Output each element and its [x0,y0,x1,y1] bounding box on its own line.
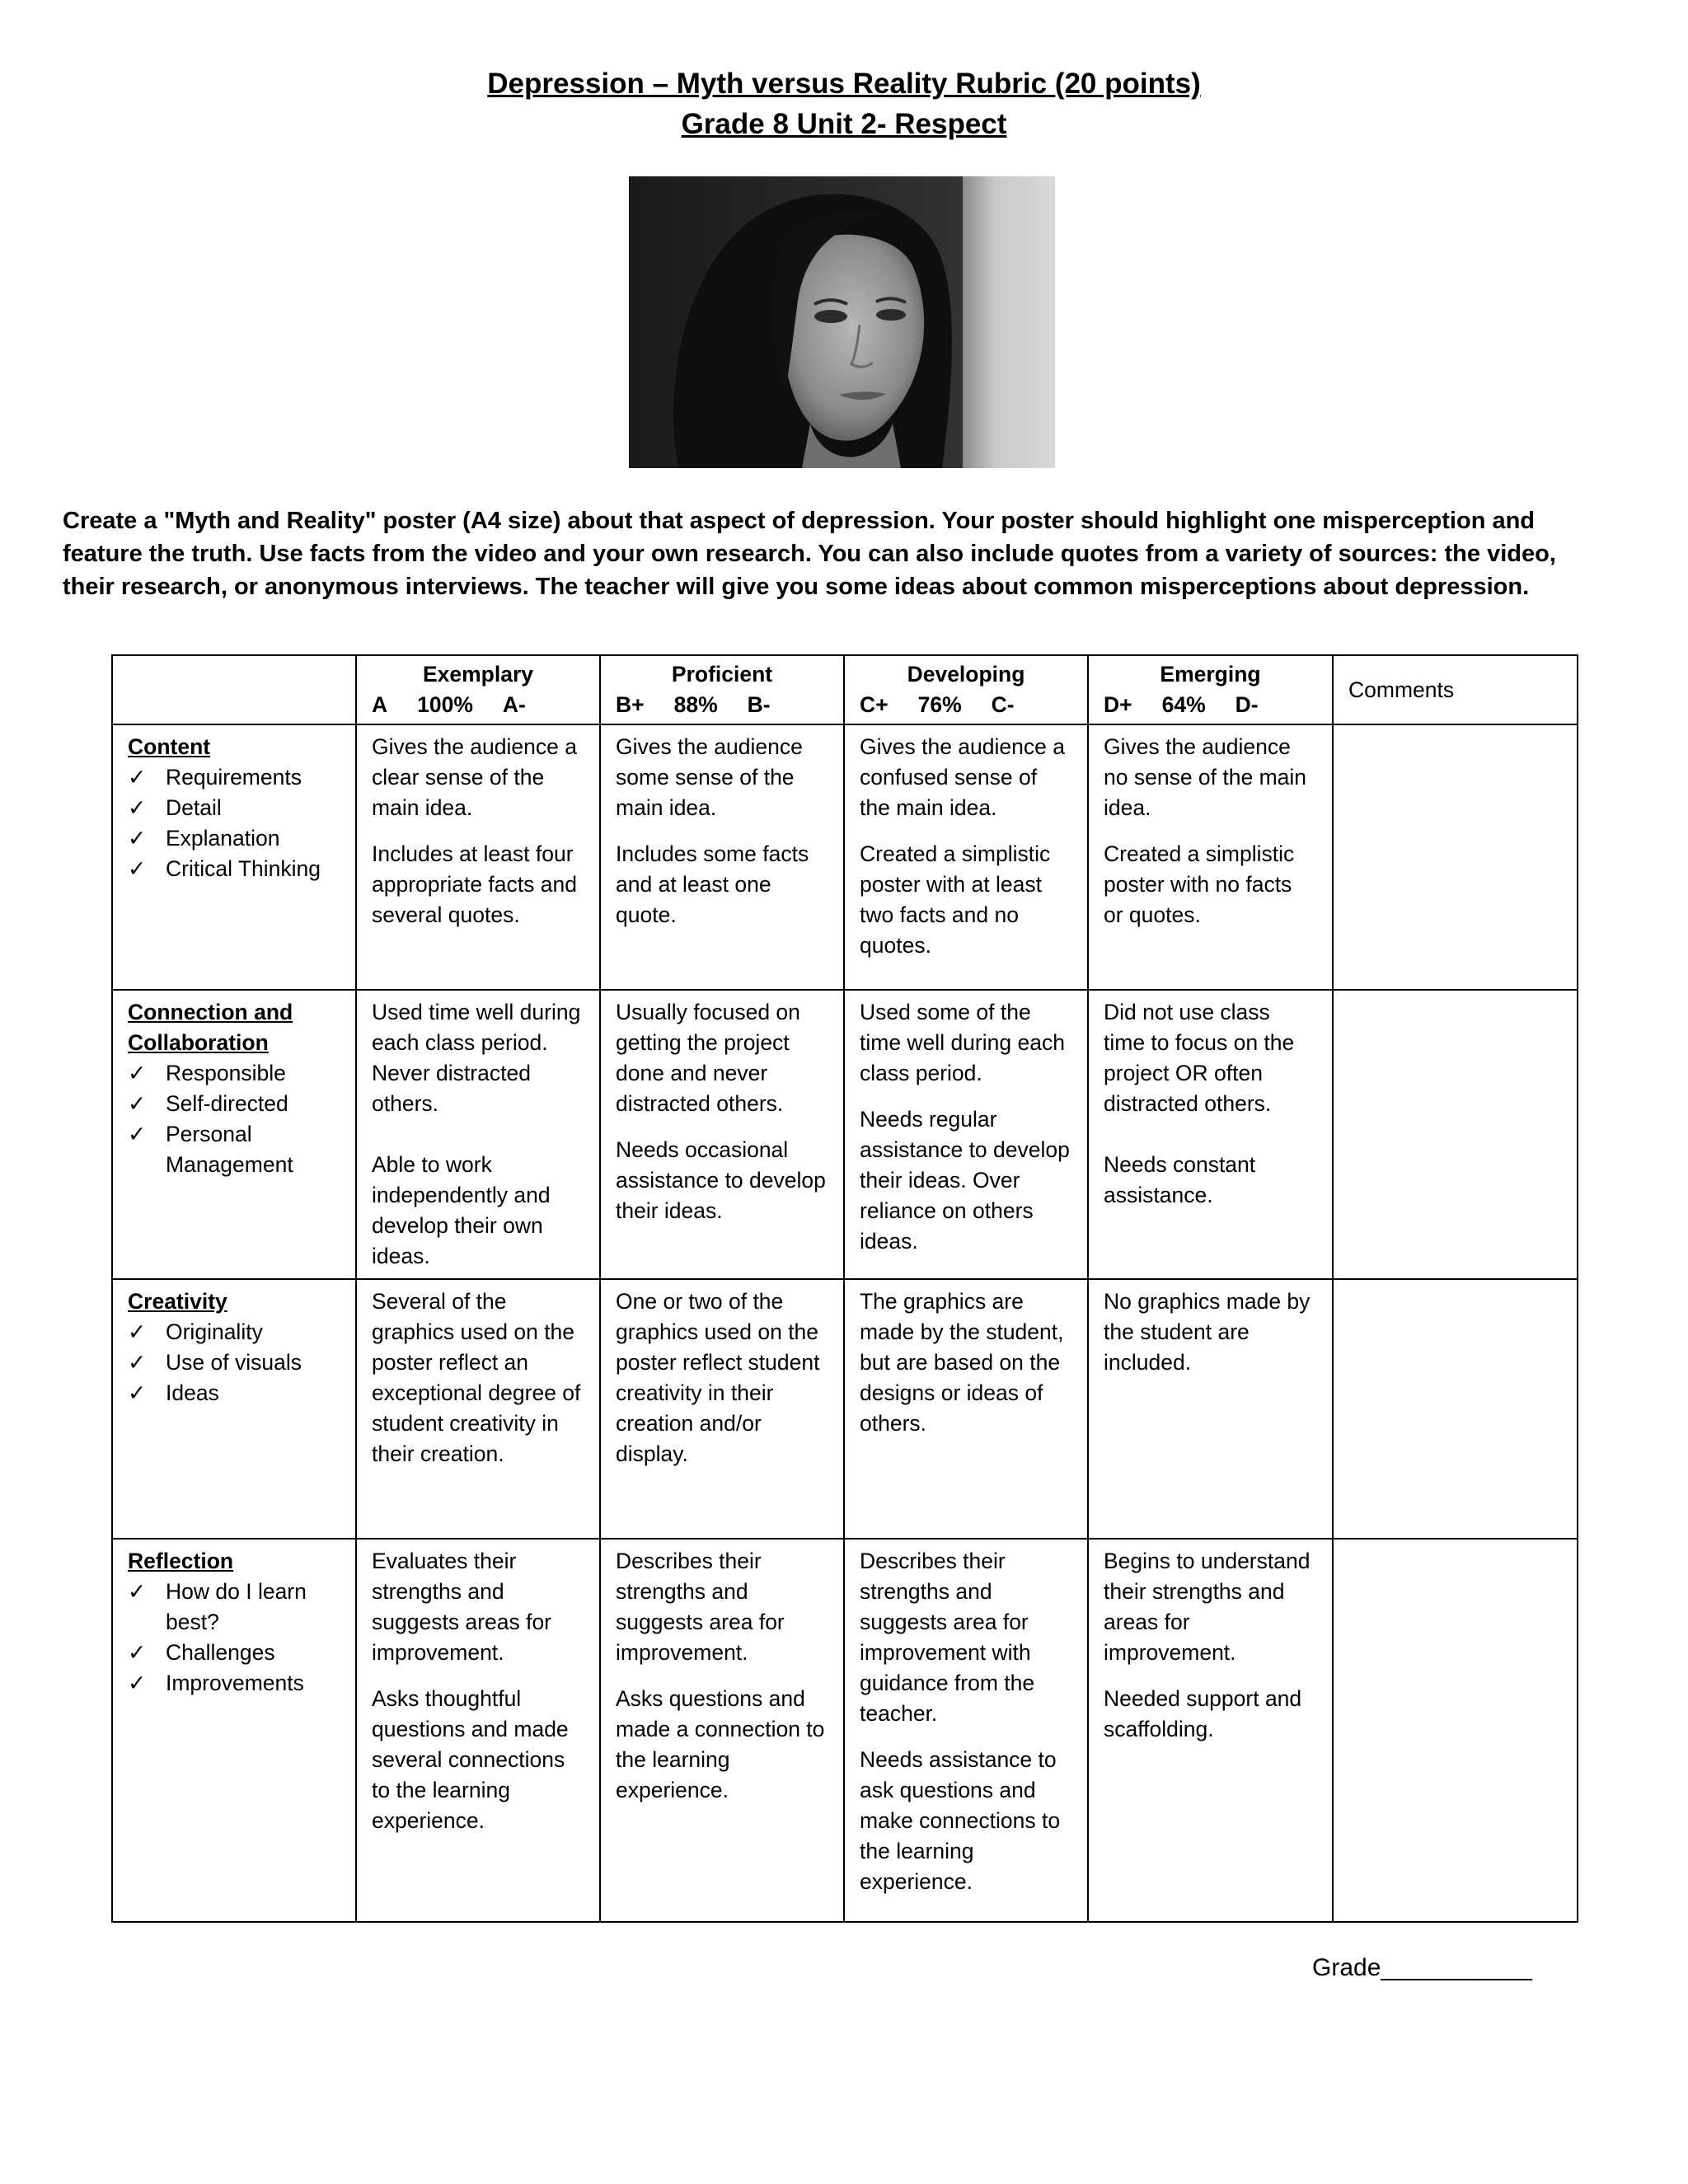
checklist-item [128,1378,340,1408]
checkmark-icon: ✓ [128,1350,147,1375]
checkmark-icon: ✓ [128,856,147,881]
level-grade: 64% [1161,692,1206,717]
descriptor-cell [1088,1539,1333,1922]
grade-line: Grade___________ [1312,1954,1532,1981]
descriptor-cell [1088,1279,1333,1539]
checklist-item-label: Responsible [166,1061,286,1085]
checkmark-icon: ✓ [128,1122,147,1146]
descriptor-text: Needs constant assistance. [1104,1152,1256,1207]
criterion-name: Content [128,734,211,759]
descriptor-text: Created a simplistic poster with no facts or quotes. [1104,841,1295,927]
checklist-item-label: Explanation [166,826,280,851]
checklist-item-label: Originality [166,1319,263,1344]
descriptor-text: Used some of the time well during each class period. [860,1000,1065,1085]
level-header-proficient [600,655,844,724]
checklist-item [128,1317,340,1347]
level-grade: 76% [917,692,962,717]
level-name: Emerging [1160,662,1261,687]
descriptor-text: Includes some facts and at least one quote. [616,841,809,927]
descriptor-text: Needs regular assistance to develop their ideas. Over reliance on others ideas. [860,1107,1070,1254]
criterion-checklist [128,1058,340,1180]
checklist-item [128,1119,340,1180]
comments-cell[interactable] [1333,1279,1578,1539]
checklist-item [128,1089,340,1119]
level-grades [860,690,1072,720]
rubric-row [112,990,1578,1279]
level-grade: D- [1235,692,1259,717]
level-grade: 88% [673,692,718,717]
page-title: Depression – Myth versus Reality Rubric (20 points) [487,68,1201,100]
checklist-item-label: Requirements [166,765,302,790]
rubric-row [112,724,1578,990]
checklist-item [128,793,340,823]
descriptor-text: Several of the graphics used on the poster reflect an exceptional degree of student creativity in their creation. [372,1289,581,1466]
descriptor-cell [600,990,844,1279]
criterion-cell [112,724,356,990]
descriptor-text: Needed support and scaffolding. [1104,1686,1302,1741]
descriptor-text: Needs occasional assistance to develop their ideas. [616,1137,826,1223]
criterion-name: Reflection [128,1549,234,1573]
checklist-item [128,823,340,854]
checklist-item-label: Challenges [166,1640,275,1665]
descriptor-cell [600,724,844,990]
comments-cell[interactable] [1333,724,1578,990]
checkmark-icon: ✓ [128,1061,147,1085]
rubric-row [112,1279,1578,1539]
checkmark-icon: ✓ [128,1579,147,1604]
criterion-name: Creativity [128,1289,227,1314]
descriptor-text: Did not use class time to focus on the project OR often distracted others. [1104,1000,1295,1116]
rubric-row [112,1539,1578,1922]
checkmark-icon: ✓ [128,1319,147,1344]
comments-header: Comments [1333,655,1578,724]
header-corner-cell [112,655,356,724]
descriptor-text: Evaluates their strengths and suggests areas for improvement. [372,1549,552,1665]
checklist-item [128,1577,340,1638]
level-grade: C- [991,692,1015,717]
checklist-item [128,1668,340,1699]
page-subtitle: Grade 8 Unit 2- Respect [681,108,1007,140]
descriptor-text: Begins to understand their strengths and areas for improvement. [1104,1549,1311,1665]
level-grades [616,690,828,720]
checklist-item [128,1347,340,1378]
level-name: Exemplary [422,662,534,687]
checkmark-icon: ✓ [128,1380,147,1405]
rubric-table [111,654,1578,1923]
descriptor-text: Usually focused on getting the project done and never distracted others. [616,1000,800,1116]
descriptor-cell [356,990,600,1279]
level-name: Developing [907,662,1025,687]
checklist-item-label: Improvements [166,1671,304,1695]
checkmark-icon: ✓ [128,826,147,851]
level-header-developing [844,655,1088,724]
comments-cell[interactable] [1333,990,1578,1279]
descriptor-text: Asks thoughtful questions and made several connections to the learning experience. [372,1686,569,1833]
checklist-item [128,1638,340,1668]
descriptor-text: Used time well during each class period. Never distracted others. [372,1000,581,1116]
checkmark-icon: ✓ [128,765,147,790]
descriptor-text: Describes their strengths and suggests area for improvement. [616,1549,785,1665]
descriptor-cell [356,1539,600,1922]
descriptor-cell [844,724,1088,990]
comments-cell[interactable] [1333,1539,1578,1922]
portrait-photo [629,176,1055,468]
descriptor-text: Describes their strengths and suggests area for improvement with guidance from the teacher. [860,1549,1035,1726]
descriptor-cell [356,724,600,990]
checklist-item-label: Self-directed [166,1091,288,1116]
descriptor-text: No graphics made by the student are included. [1104,1289,1311,1375]
descriptor-text: One or two of the graphics used on the poster reflect student creativity in their creation and/or display. [616,1289,820,1466]
checklist-item [128,854,340,884]
checklist-item-label: Detail [166,795,222,820]
criterion-cell [112,990,356,1279]
checklist-item-label: Use of visuals [166,1350,302,1375]
level-grade: B- [747,692,771,717]
level-grade: 100% [417,692,473,717]
descriptor-text: Gives the audience some sense of the main idea. [616,734,803,820]
checklist-item-label: Critical Thinking [166,856,321,881]
checkmark-icon: ✓ [128,1091,147,1116]
descriptor-text: Asks questions and made a connection to the learning experience. [616,1686,825,1802]
descriptor-text: Gives the audience a confused sense of the main idea. [860,734,1065,820]
checklist-item [128,762,340,793]
checklist-item-label: Personal Management [166,1122,293,1177]
descriptor-text: Gives the audience a clear sense of the main idea. [372,734,577,820]
descriptor-cell [844,990,1088,1279]
level-grade: B+ [616,692,645,717]
descriptor-text: Includes at least four appropriate facts and several quotes. [372,841,577,927]
level-grade: A- [502,692,526,717]
criterion-checklist [128,1317,340,1408]
descriptor-text: Able to work independently and develop their own ideas. [372,1152,551,1268]
level-name: Proficient [671,662,773,687]
level-grades [1104,690,1317,720]
descriptor-text: The graphics are made by the student, but are based on the designs or ideas of others. [860,1289,1064,1436]
checkmark-icon: ✓ [128,1671,147,1695]
descriptor-cell [1088,724,1333,990]
rubric-header-row [112,655,1578,724]
level-grade: D+ [1104,692,1132,717]
criterion-cell [112,1539,356,1922]
level-header-emerging [1088,655,1333,724]
descriptor-text: Created a simplistic poster with at least two facts and no quotes. [860,841,1051,958]
level-header-exemplary [356,655,600,724]
checkmark-icon: ✓ [128,795,147,820]
criterion-name: Connection and Collaboration [128,1000,293,1055]
descriptor-cell [356,1279,600,1539]
criterion-cell [112,1279,356,1539]
descriptor-cell [600,1279,844,1539]
level-grades [372,690,584,720]
descriptor-cell [600,1539,844,1922]
descriptor-cell [844,1539,1088,1922]
descriptor-cell [844,1279,1088,1539]
descriptor-text: Needs assistance to ask questions and make connections to the learning experience. [860,1747,1061,1894]
level-grade: A [372,692,388,717]
checklist-item-label: Ideas [166,1380,219,1405]
checklist-item [128,1058,340,1089]
descriptor-cell [1088,990,1333,1279]
criterion-checklist [128,1577,340,1699]
criterion-checklist [128,762,340,884]
checkmark-icon: ✓ [128,1640,147,1665]
descriptor-text: Gives the audience no sense of the main idea. [1104,734,1307,820]
checklist-item-label: How do I learn best? [166,1579,307,1634]
level-grade: C+ [860,692,889,717]
instructions-paragraph: Create a "Myth and Reality" poster (A4 size) about that aspect of depression. Your poster should highlight one misperception and feature the truth. Use facts from the video and your own research. You can also include quotes from a variety of sources: the video, their research, or anonymous interviews. The teacher will give you some ideas about common misperceptions about depression. [63,508,1556,600]
